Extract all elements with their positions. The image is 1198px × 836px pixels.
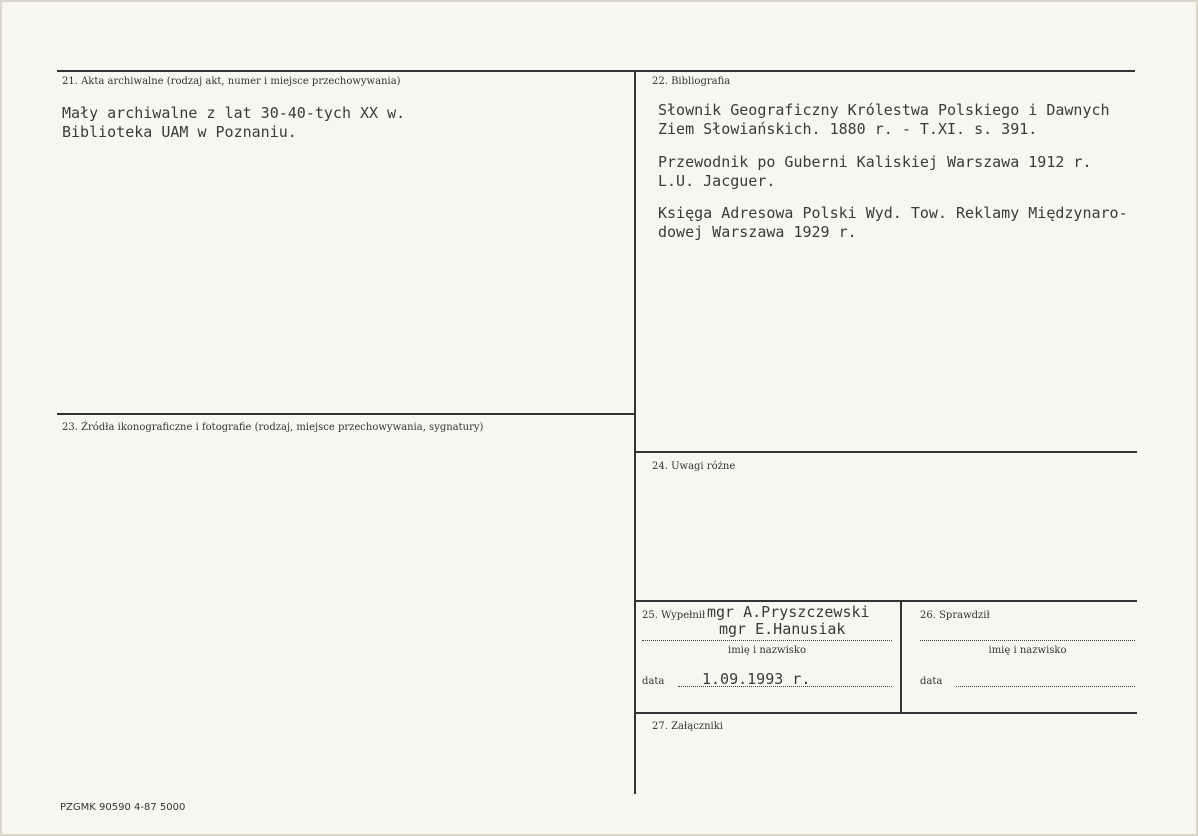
section-24-label: 24. Uwagi różne xyxy=(652,461,736,472)
filled-by-name-line xyxy=(642,640,892,641)
section-24-25-rule xyxy=(634,600,1137,602)
filled-by-date-line xyxy=(678,686,892,687)
section-21-line-2: Biblioteka UAM w Poznaniu. xyxy=(62,123,297,141)
section-25-label: 25. Wypełnił xyxy=(642,610,706,621)
section-22-label: 22. Bibliografia xyxy=(652,76,731,87)
section-25-26-divider xyxy=(900,600,902,712)
section-22-24-rule xyxy=(634,451,1137,453)
checked-by-name-caption: imię i nazwisko xyxy=(988,645,1067,656)
section-21-label: 21. Akta archiwalne (rodzaj akt, numer i miejsce przechowywania) xyxy=(62,76,401,87)
form-code: PZGMK 90590 4-87 5000 xyxy=(60,802,186,813)
bibliography-entry-1-line-2: Ziem Słowiańskich. 1880 r. - T.XI. s. 391. xyxy=(658,120,1038,138)
section-26-label: 26. Sprawdził xyxy=(920,610,990,621)
checked-by-date-label: data xyxy=(920,676,943,687)
filled-by-date-value: 1.09.1993 r. xyxy=(702,670,811,688)
checked-by-date-line xyxy=(956,686,1135,687)
filled-by-name-1: mgr A.Pryszczewski xyxy=(707,603,870,621)
center-divider xyxy=(634,70,636,794)
bibliography-entry-3-line-1: Księga Adresowa Polski Wyd. Tow. Reklamy Międzynaro- xyxy=(658,204,1128,222)
section-25-27-rule xyxy=(634,712,1137,714)
checked-by-name-line xyxy=(920,640,1135,641)
filled-by-name-caption: imię i nazwisko xyxy=(728,645,806,656)
bibliography-entry-2-line-1: Przewodnik po Guberni Kaliskiej Warszawa 1912 r. xyxy=(658,153,1092,171)
bibliography-entry-2-line-2: L.U. Jacguer. xyxy=(658,172,776,190)
section-21-line-1: Mały archiwalne z lat 30-40-tych XX w. xyxy=(62,104,406,122)
filled-by-date-label: data xyxy=(642,676,665,687)
bibliography-entry-1-line-1: Słownik Geograficzny Królestwa Polskiego i Dawnych xyxy=(658,101,1110,119)
filled-by-name-2: mgr E.Hanusiak xyxy=(719,620,846,638)
section-21-23-rule xyxy=(57,413,635,415)
bibliography-entry-3-line-2: dowej Warszawa 1929 r. xyxy=(658,223,857,241)
section-27-label: 27. Załączniki xyxy=(652,721,723,732)
section-23-label: 23. Źródła ikonograficzne i fotografie (rodzaj, miejsce przechowywania, sygnatury) xyxy=(62,422,484,433)
top-rule xyxy=(57,70,1135,72)
